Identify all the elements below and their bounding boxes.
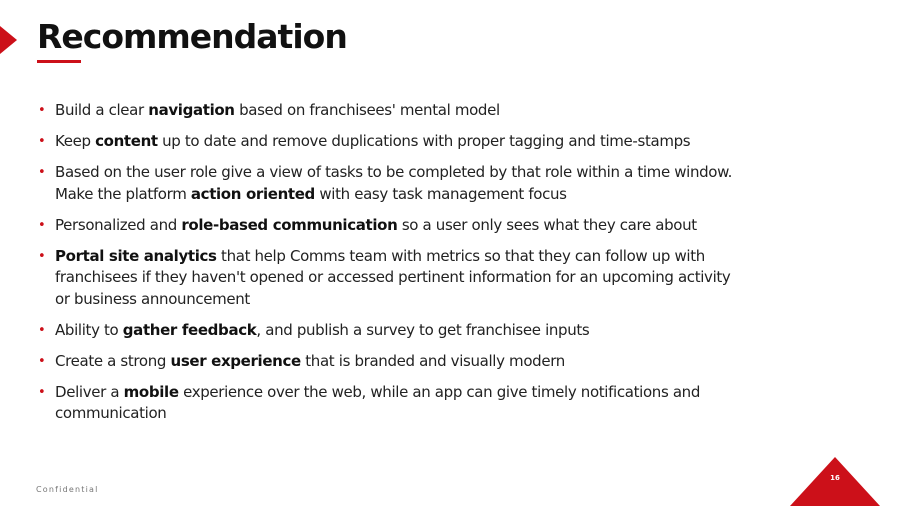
bullet-item xyxy=(37,215,737,237)
bullet-text: , and publish a survey to get franchisee inputs xyxy=(256,320,590,339)
bullet-text: Create a strong xyxy=(55,351,171,370)
bullet-emphasis: role-based communication xyxy=(181,215,398,234)
bullet-text: that is branded and visually modern xyxy=(300,351,565,370)
bullet-item xyxy=(37,162,737,205)
bullet-emphasis: user experience xyxy=(170,351,301,370)
recommendation-list xyxy=(37,100,737,434)
bullet-text: with easy task management focus xyxy=(314,184,567,203)
bullet-emphasis: Portal site analytics xyxy=(55,246,217,265)
bullet-text: that help Comms team with metrics so that they can follow up with franchisees if they haven't opened or accessed pertinent information for an upcoming activity or business announcement xyxy=(55,246,731,308)
bullet-text: Ability to xyxy=(55,320,123,339)
left-arrow-marker xyxy=(0,26,17,54)
bullet-text: Based on the user role give a view of tasks to be completed by that role within a time window. Make the platform xyxy=(55,163,733,203)
bullet-item xyxy=(37,246,737,311)
bullet-item xyxy=(37,382,737,425)
slide-title: Recommendation xyxy=(37,17,347,56)
bullet-emphasis: navigation xyxy=(148,101,235,119)
bullet-text: so a user only sees what they care about xyxy=(397,215,697,234)
bullet-item xyxy=(37,320,737,342)
bullet-item xyxy=(37,351,737,373)
bullet-emphasis: mobile xyxy=(123,382,179,401)
title-underline xyxy=(37,60,81,63)
bullet-text: Build a clear xyxy=(55,101,149,119)
page-number: 16 xyxy=(830,474,840,482)
bullet-text: experience over the web, while an app can give timely notifications and communication xyxy=(55,382,700,422)
bullet-text: Personalized and xyxy=(55,215,182,234)
bullet-item xyxy=(37,100,737,122)
bullet-text: based on franchisees' mental model xyxy=(234,101,500,119)
bullet-emphasis: content xyxy=(95,132,158,150)
bullet-item xyxy=(37,131,737,153)
bullet-emphasis: action oriented xyxy=(190,184,315,203)
bullet-emphasis: gather feedback xyxy=(122,320,257,339)
bullet-text: Keep xyxy=(55,132,96,150)
bullet-text: up to date and remove duplications with proper tagging and time-stamps xyxy=(157,132,691,150)
bullet-text: Deliver a xyxy=(55,382,124,401)
confidential-footer: Confidential xyxy=(36,485,99,494)
